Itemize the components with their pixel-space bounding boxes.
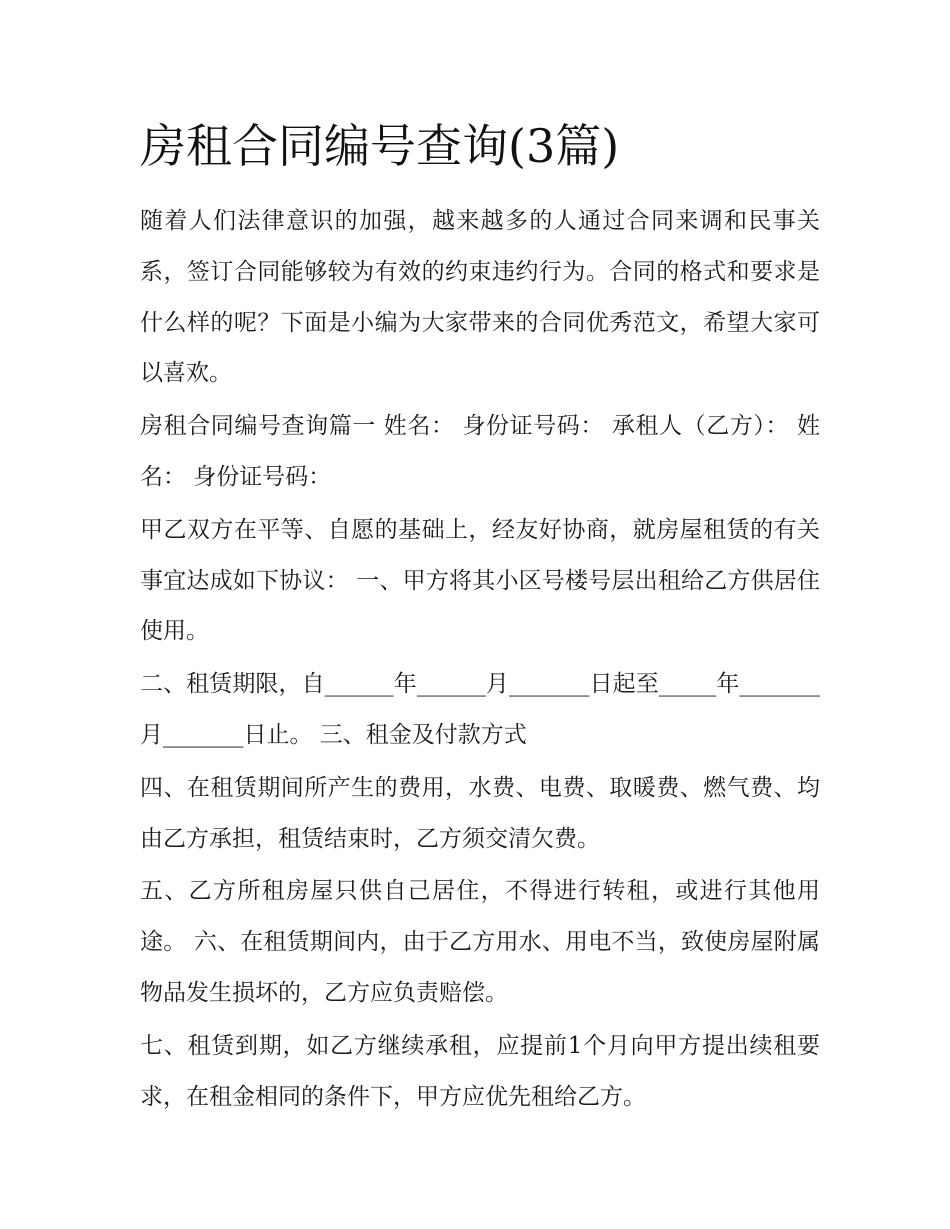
paragraph-parties: 房租合同编号查询篇一 姓名： 身份证号码： 承租人（乙方）： 姓名： 身份证号码：	[140, 413, 820, 490]
paragraph-clause-4: 四、在租赁期间所产生的费用，水费、电费、取暖费、燃气费、均由乙方承担，租赁结束时，乙方须交清欠费。	[140, 774, 820, 852]
document-title: 房租合同编号查询(3篇)	[140, 119, 620, 173]
document-body	[140, 196, 820, 1124]
paragraph-clause-5-6: 五、乙方所租房屋只供自己居住，不得进行转租，或进行其他用途。 六、在租赁期间内，由于乙方用水、用电不当，致使房屋附属物品发生损坏的，乙方应负责赔偿。	[140, 878, 820, 1006]
paragraph-clause-7: 七、租赁到期，如乙方继续承租，应提前1个月向甲方提出续租要求，在租金相同的条件下，甲方应优先租给乙方。	[140, 1032, 820, 1110]
paragraph-intro: 随着人们法律意识的加强，越来越多的人通过合同来调和民事关系，签订合同能够较为有效的约束违约行为。合同的格式和要求是什么样的呢？下面是小编为大家带来的合同优秀范文，希望大家可以喜欢。	[140, 208, 820, 387]
paragraph-clause-1: 甲乙双方在平等、自愿的基础上，经友好协商，就房屋租赁的有关事宜达成如下协议： 一、甲方将其小区号楼号层出租给乙方供居住使用。	[140, 516, 820, 645]
paragraph-clause-2-3: 二、租赁期限，自______年______月_______日起至_____年_______月_______日止。 三、租金及付款方式	[140, 671, 820, 748]
